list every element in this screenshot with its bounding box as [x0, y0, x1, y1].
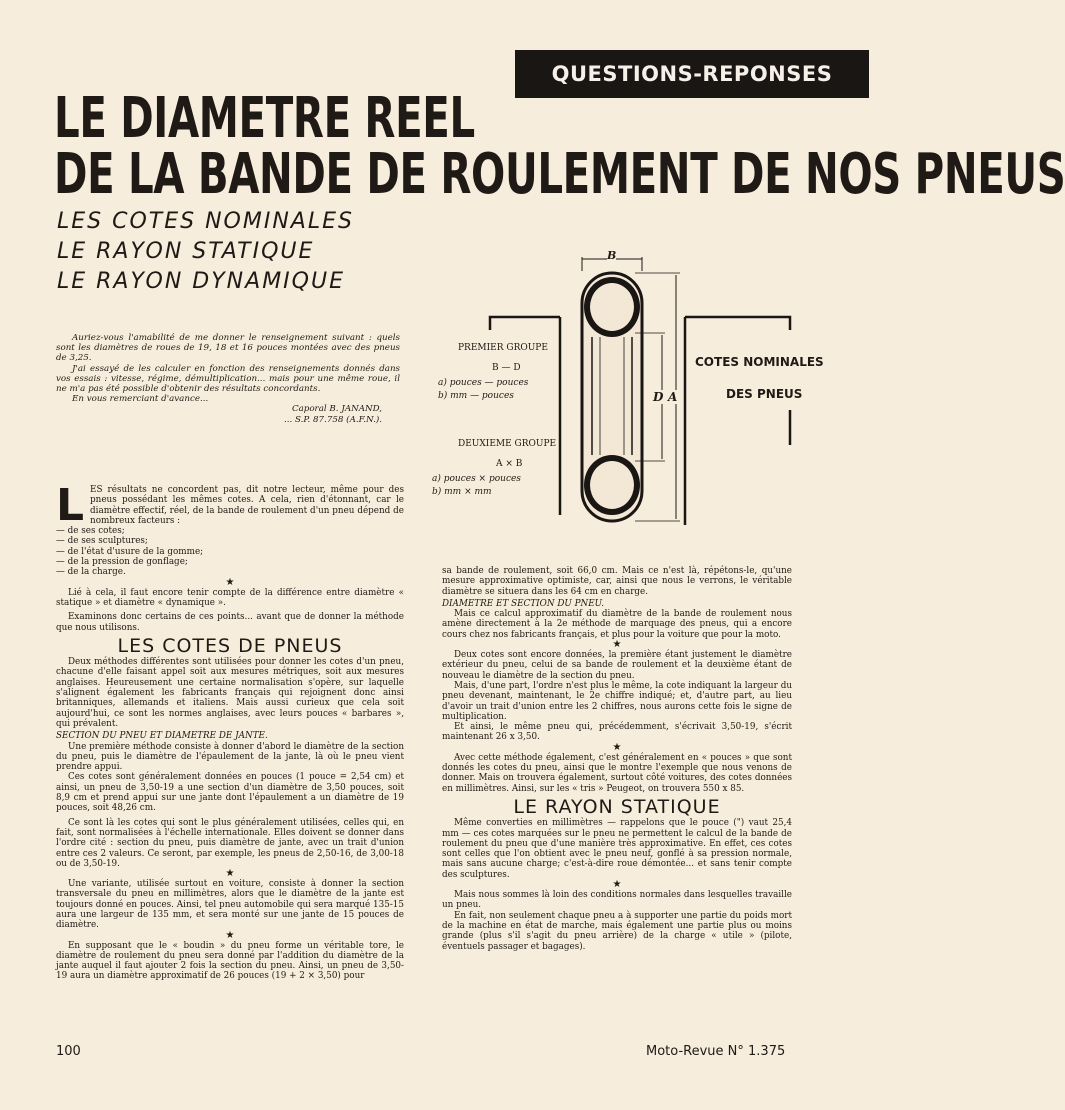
group2-title: DEUXIEME GROUPE [458, 439, 557, 449]
body-paragraph: Et ainsi, le même pneu qui, précédemment, s'écrivait 3,50-19, s'écrit maintenant 26 x 3,50. [442, 722, 792, 743]
letter-paragraph: J'ai essayé de les calculer en fonction des renseignements donnés dans vos essais : vitesse, régime, démultiplication... mais pour une même roue, il ne m'a pas été possible d'obtenir des résultats concordants. [56, 363, 400, 395]
group1-option-b: b) mm — pouces [438, 391, 514, 401]
page-number: 100 [56, 1044, 81, 1059]
body-paragraph: Une variante, utilisée surtout en voiture, consiste à donner la section transversale du pneu en millimètres, alors que le diamètre de la jante est toujours donné en pouces. Ainsi, tel pneu automobile qui sera marqué 135-15 aura une largeur de 135 mm, et sera monté sur une jante de 15 pouces de diamètre. [56, 879, 404, 931]
body-paragraph: sa bande de roulement, soit 66,0 cm. Mais ce n'est là, répétons-le, qu'une mesure approximative optimiste, car, ainsi que nous le verrons, le véritable diamètre se situera dans les 64 cm en charge. [442, 566, 792, 597]
left-column [56, 480, 404, 982]
body-paragraph: En fait, non seulement chaque pneu a à supporter une partie du poids mort de la machine en état de marche, mais également une partie plus ou moins grande (plus s'il s'agit du pneu arrière) de la charge « utile » (pilote, éventuels passager et bagages). [442, 910, 792, 952]
star-separator: ★ [225, 929, 235, 941]
star-separator: ★ [225, 868, 235, 880]
star-separator: ★ [612, 879, 622, 891]
body-paragraph: Mais nous sommes là loin des conditions normales dans lesquelles travaille un pneu. [442, 890, 792, 911]
intro-paragraph: ES résultats ne concordent pas, dit notre lecteur, même pour des pneus possédant les mêmes cotes. A cela, rien d'étonnant, car le diamètre effectif, réel, de la bande de roulement d'un pneu dépend de nombreux facteurs : [90, 485, 404, 526]
subtitle-rayon-dynamique: LE RAYON DYNAMIQUE [57, 269, 345, 294]
subsection-heading: SECTION DU PNEU ET DIAMETRE DE JANTE. [56, 731, 268, 742]
list-item: — de la pression de gonflage; [56, 557, 188, 568]
letter-paragraph: En vous remerciant d'avance... [72, 394, 209, 405]
group1-formula: B — D [492, 363, 521, 373]
article-title-line1: LE DIAMETRE REEL [54, 86, 475, 151]
tire-diagram [430, 245, 860, 530]
star-separator: ★ [225, 576, 235, 588]
right-column [442, 566, 792, 952]
body-paragraph: Ce sont là les cotes qui sont le plus généralement utilisées, celles qui, en fait, sont normalisées à l'échelle internationale. Elles doivent se donner dans l'ordre cité : section du pneu, puis diamètre de jante, avec un trait d'union entre ces 2 valeurs. Ce seront, par exemple, les pneus de 2,50-16, de 3,00-18 ou de 3,50-19. [56, 817, 404, 869]
body-paragraph: Deux méthodes différentes sont utilisées pour donner les cotes d'un pneu, chacune d'elle faisant appel soit aux mesures métriques, soit aux mesures anglaises. Heureusement une certaine normalisation s'opère, sur laquelle s'alignent également les fabricants français qui rejoignent donc ainsi britanniques, allemands et italiens. Mais aussi curieux que cela soit aujourd'hui, ce sont les normes anglaises, avec leurs pouces « barbares », qui prévalent. [56, 657, 404, 729]
section-tag: QUESTIONS-REPONSES [515, 50, 869, 98]
subtitle-rayon-statique: LE RAYON STATIQUE [57, 239, 315, 264]
reader-letter [56, 333, 400, 425]
body-paragraph: Deux cotes sont encore données, la première étant justement le diamètre extérieur du pneu, celui de sa bande de roulement et la deuxième étant de nouveau le diamètre de la section du pneu. [442, 650, 792, 681]
side-label-cotes-nominales: COTES NOMINALES [695, 355, 824, 369]
drop-cap: L [56, 480, 85, 531]
dimension-label-a: A [668, 390, 678, 404]
group1-option-a: a) pouces — pouces [438, 378, 529, 388]
factor-list [56, 526, 404, 577]
star-separator: ★ [612, 639, 622, 651]
group2-formula: A × B [496, 459, 523, 469]
list-item: — de ses cotes; [56, 526, 125, 537]
list-item: — de ses sculptures; [56, 536, 148, 547]
dimension-label-b: B [607, 249, 617, 262]
body-paragraph: Mais, d'une part, l'ordre n'est plus le même, la cote indiquant la largeur du pneu devenant, maintenant, le 2e chiffre indiqué; et, d'autre part, au lieu d'avoir un trait d'union entre les 2 chiffres, nous aurons cette fois le signe de multiplication. [442, 680, 792, 722]
group2-option-a: a) pouces × pouces [432, 474, 521, 484]
body-paragraph: Lié à cela, il faut encore tenir compte de la différence entre diamètre « statique » et diamètre « dynamique ». [56, 587, 404, 608]
body-paragraph: Examinons donc certains de ces points... avant que de donner la méthode que nous utilisons. [56, 612, 404, 633]
heading-les-cotes-de-pneus: LES COTES DE PNEUS [117, 634, 343, 657]
letter-paragraph: Auriez-vous l'amabilité de me donner le renseignement suivant : quels sont les diamètres de roues de 19, 18 et 16 pouces montées avec des pneus de 3,25. [56, 333, 400, 364]
list-item: — de l'état d'usure de la gomme; [56, 546, 204, 557]
group1-title: PREMIER GROUPE [458, 343, 548, 353]
side-label-des-pneus: DES PNEUS [726, 387, 803, 401]
body-paragraph: Même converties en millimètres — rappelons que le pouce (") vaut 25,4 mm — ces cotes marquées sur le pneu ne permettent le calcul de la bande de roulement du pneu que d'une manière très approximative. En effet, ces cotes sont celles que l'on obtient avec le pneu neuf, gonflé à sa pression normale, mais sans aucune charge; c'est-à-dire roue démontée... et sans tenir compte des sculptures. [442, 818, 792, 880]
article-title-line2: DE LA BANDE DE ROULEMENT DE NOS PNEUS [54, 142, 1065, 207]
body-paragraph: En supposant que le « boudin » du pneu forme un véritable tore, le diamètre de roulement du pneu sera donné par l'addition du diamètre de la jante auquel il faut ajouter 2 fois la section du pneu. Ainsi, un pneu de 3,50-19 aura un diamètre approximatif de 26 pouces (19 + 2 × 3,50) pour [56, 940, 404, 982]
body-paragraph: Une première méthode consiste à donner d'abord le diamètre de la section du pneu, puis le diamètre de l'épaulement de la jante, là où le pneu vient prendre appui. [56, 741, 404, 773]
heading-le-rayon-statique: LE RAYON STATIQUE [513, 795, 721, 818]
letter-signature-address: ... S.P. 87.758 (A.F.N.). [283, 414, 382, 425]
dimension-label-d: D [653, 390, 664, 404]
body-paragraph: Mais ce calcul approximatif du diamètre de la bande de roulement nous amène directement à la 2e méthode de marquage des pneus, qui a encore cours chez nos fabricants français, et plus pour la voiture que pour la moto. [442, 609, 792, 640]
body-paragraph: Ces cotes sont généralement données en pouces (1 pouce = 2,54 cm) et ainsi, un pneu de 3,50-19 a une section d'un diamètre de 3,50 pouces, soit 8,9 cm et prend appui sur une jante dont l'épaulement a un diamètre de 19 pouces, soit 48,26 cm. [56, 772, 404, 814]
subtitle-cotes-nominales: LES COTES NOMINALES [57, 209, 354, 234]
star-separator: ★ [612, 741, 622, 753]
body-paragraph: Avec cette méthode également, c'est généralement en « pouces » que sont donnés les cotes du pneu, ainsi que le montre l'exemple que nous venons de donner. Mais on trouvera également, surtout côté voitures, des cotes données en millimètres. Ainsi, sur les « tris » Peugeot, on trouvera 550 x 85. [442, 752, 792, 794]
subsection-heading: DIAMETRE ET SECTION DU PNEU. [442, 598, 605, 609]
letter-signature-name: Caporal B. JANAND, [291, 404, 382, 415]
list-item: — de la charge. [56, 567, 126, 578]
publication-name: Moto-Revue N° 1.375 [646, 1044, 786, 1059]
group2-option-b: b) mm × mm [432, 487, 492, 497]
